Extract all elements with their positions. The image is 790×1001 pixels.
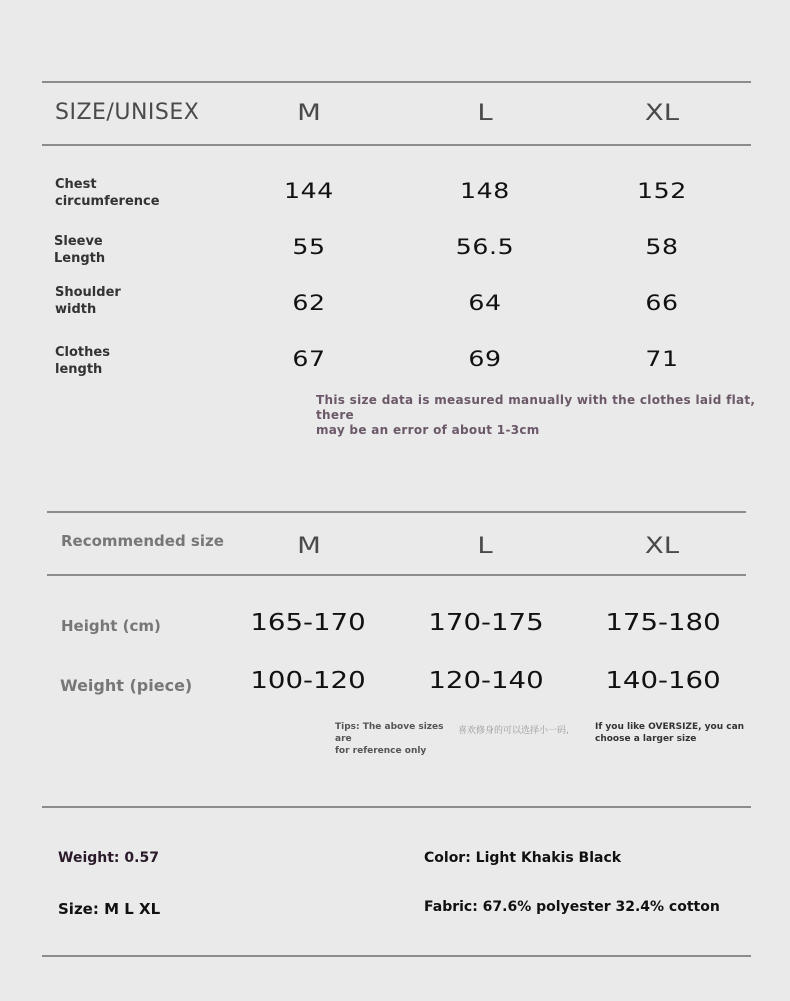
specs-bottom-divider [42, 955, 751, 957]
size-col-xl: XL [644, 101, 680, 126]
recommended-header-divider [47, 574, 746, 576]
shoulder-m: 62 [292, 291, 326, 315]
tip-line: If you like OVERSIZE, you can [595, 722, 745, 732]
sleeve-xl: 58 [645, 235, 679, 259]
chest-l: 148 [460, 179, 510, 203]
sleeve-m: 55 [292, 235, 326, 259]
height-l: 170-175 [428, 610, 544, 636]
size-col-l: L [477, 101, 493, 126]
row-label-line: length [55, 362, 103, 377]
length-xl: 71 [645, 347, 679, 371]
row-label-line: Clothes [55, 345, 110, 360]
weight-label: Weight (piece) [60, 676, 193, 695]
weight-l: 120-140 [428, 668, 544, 694]
recommended-top-divider [47, 511, 746, 513]
rec-col-l: L [477, 534, 493, 559]
note-line: may be an error of about 1-3cm [316, 423, 540, 437]
tip-oversize [595, 721, 745, 745]
tip-line: choose a larger size [595, 734, 697, 744]
row-label-shoulder [55, 284, 121, 318]
sleeve-l: 56.5 [455, 235, 515, 259]
rec-col-xl: XL [644, 534, 680, 559]
height-m: 165-170 [250, 610, 366, 636]
shoulder-l: 64 [468, 291, 502, 315]
row-label-line: circumference [55, 194, 160, 209]
height-xl: 175-180 [605, 610, 721, 636]
tip-line: for reference only [335, 746, 427, 756]
row-label-line: Chest [55, 177, 97, 192]
tip-line: Tips: The above sizes are [335, 722, 444, 744]
spec-weight: Weight: 0.57 [58, 850, 159, 866]
header-divider [42, 144, 751, 146]
length-l: 69 [468, 347, 502, 371]
row-label-line: Shoulder [55, 285, 121, 300]
tip-reference [335, 721, 460, 757]
specs-top-divider [42, 806, 751, 808]
note-line: This size data is measured manually with the clothes laid flat, there [316, 393, 756, 422]
weight-m: 100-120 [250, 668, 366, 694]
weight-xl: 140-160 [605, 668, 721, 694]
spec-fabric: Fabric: 67.6% polyester 32.4% cotton [424, 899, 720, 915]
row-label-line: Length [54, 251, 106, 266]
row-label-line: width [55, 302, 97, 317]
top-divider [42, 81, 751, 83]
size-col-m: M [297, 101, 321, 126]
length-m: 67 [292, 347, 326, 371]
measurement-note [316, 393, 756, 438]
chest-xl: 152 [637, 179, 687, 203]
row-label-chest [55, 176, 160, 210]
spec-size: Size: M L XL [58, 900, 161, 918]
rec-col-m: M [297, 534, 321, 559]
size-unisex-header: SIZE/UNISEX [55, 100, 200, 125]
spec-color: Color: Light Khakis Black [424, 850, 622, 866]
recommended-size-header: Recommended size [61, 532, 224, 550]
row-label-line: Sleeve [54, 234, 103, 249]
shoulder-xl: 66 [645, 291, 679, 315]
row-label-sleeve [54, 233, 105, 267]
tip-chinese: 喜欢修身的可以选择小一码, [458, 726, 569, 736]
row-label-clothes-length [55, 344, 110, 378]
height-label: Height (cm) [61, 617, 161, 635]
chest-m: 144 [284, 179, 334, 203]
